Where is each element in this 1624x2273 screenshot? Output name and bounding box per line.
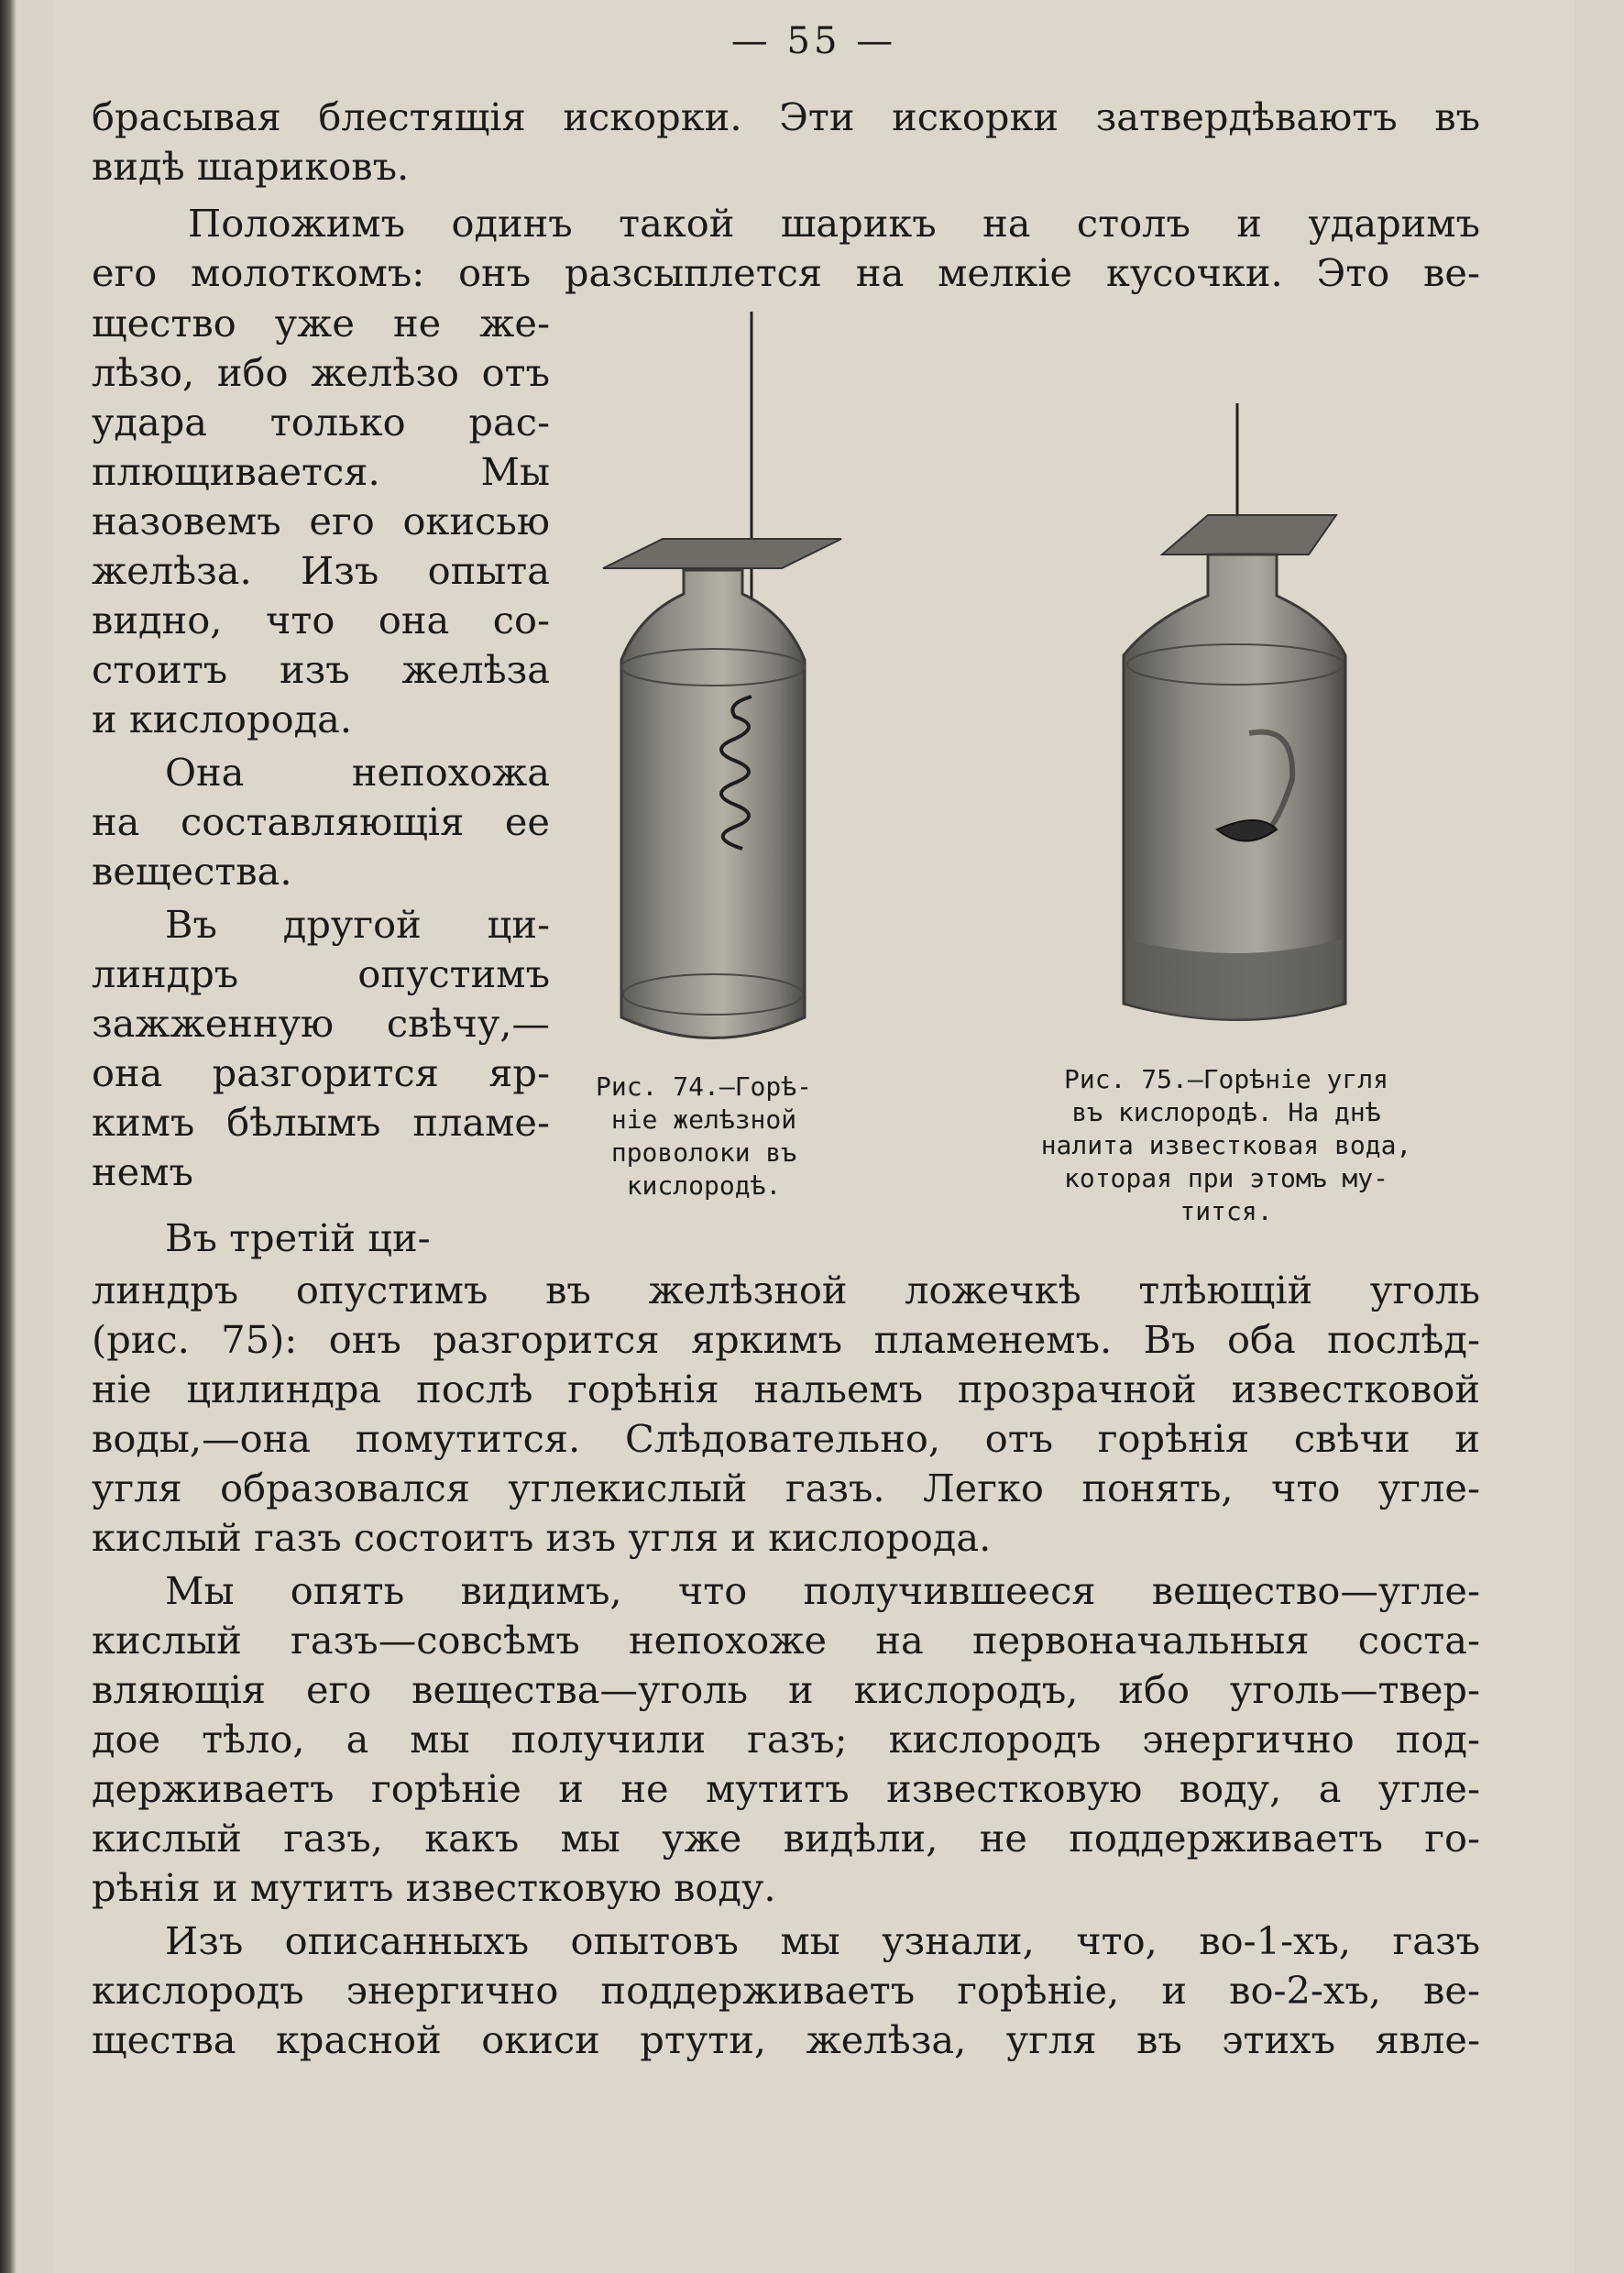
- book-spine: [0, 0, 16, 2273]
- text-line: линдръ опустимъ: [92, 951, 550, 996]
- text-line: на составляющія ее: [92, 799, 550, 844]
- text-line: плющивается. Мы: [92, 449, 550, 494]
- text-line: удара только рас-: [92, 400, 550, 445]
- text-line: кимъ бѣлымъ пламе-: [92, 1100, 550, 1145]
- text-line: и кислорода.: [92, 697, 353, 741]
- text-line: Въ третій ци-: [165, 1215, 431, 1260]
- text-line: вещества.: [92, 849, 292, 894]
- text-line: ніе цилиндра послѣ горѣнія нальемъ прозрачной известковой: [92, 1367, 1480, 1411]
- text-line: щества красной окиси ртути, желѣза, угля въ этихъ явле-: [92, 2017, 1480, 2062]
- text-line: рѣнія и мутитъ известковую воду.: [92, 1865, 776, 1910]
- book-page: [53, 0, 1575, 2273]
- text-line: брасывая блестящія искорки. Эти искорки затвердѣваютъ въ: [92, 94, 1480, 139]
- figure-74-caption: Рис. 74.—Горѣ- ніе желѣзной проволоки въ кислородѣ.: [595, 1071, 812, 1201]
- page-number: — 55 —: [730, 20, 897, 62]
- text-line: угля образовался углекислый газъ. Легко понять, что угле-: [92, 1466, 1480, 1510]
- text-line: желѣза. Изъ опыта: [92, 548, 550, 593]
- text-line: Положимъ одинъ такой шарикъ на столъ и ударимъ: [188, 201, 1480, 246]
- text-line: дое тѣло, а мы получили газъ; кислородъ энергично под-: [92, 1717, 1480, 1762]
- text-line: Изъ описанныхъ опытовъ мы узнали, что, во-1-хъ, газъ: [165, 1918, 1480, 1963]
- text-line: лѣзо, ибо желѣзо отъ: [92, 350, 550, 395]
- text-line: кислый газъ состоитъ изъ угля и кислорода.: [92, 1515, 992, 1560]
- figure-75-caption: Рис. 75.—Горѣніе угля въ кислородѣ. На днѣ налита известковая вода, которая при этомъ му- тится.: [1040, 1064, 1412, 1226]
- text-line: стоитъ изъ желѣза: [92, 647, 550, 692]
- text-line: Она непохожа: [165, 750, 550, 795]
- text-line: кислородъ энергично поддерживаетъ горѣніе, и во-2-хъ, ве-: [92, 1968, 1480, 2013]
- text-line: вляющія его вещества—уголь и кислородъ, ибо уголь—твер-: [92, 1667, 1480, 1712]
- text-line: (рис. 75): онъ разгорится яркимъ пламенемъ. Въ оба послѣд-: [92, 1317, 1480, 1362]
- text-line: видѣ шариковъ.: [92, 144, 410, 189]
- text-line: кислый газъ, какъ мы уже видѣли, не поддерживаетъ го-: [92, 1816, 1480, 1861]
- text-line: Мы опять видимъ, что получившееся вещество—угле-: [165, 1568, 1480, 1613]
- text-line: видно, что она со-: [92, 598, 550, 642]
- text-line: кислый газъ—совсѣмъ непохоже на первоначальныя соста-: [92, 1618, 1480, 1663]
- text-line: его молоткомъ: онъ разсыплется на мелкіе кусочки. Это ве-: [92, 250, 1480, 295]
- figure-75-jar-coal-spoon: [1052, 403, 1355, 1036]
- text-line: зажженную свѣчу,—: [92, 1001, 550, 1046]
- text-line: держиваетъ горѣніе и не мутитъ известковую воду, а угле-: [92, 1766, 1480, 1811]
- text-line: щество уже не же-: [92, 301, 550, 346]
- text-line: назовемъ его окисью: [92, 499, 550, 544]
- figure-74-jar-iron-wire: [566, 312, 860, 1072]
- text-line: Въ другой ци-: [165, 902, 550, 947]
- text-line: она разгорится яр-: [92, 1050, 550, 1095]
- text-line: воды,—она помутится. Слѣдовательно, отъ горѣнія свѣчи и: [92, 1416, 1480, 1461]
- text-line: немъ: [92, 1149, 193, 1194]
- text-line: линдръ опустимъ въ желѣзной ложечкѣ тлѣющій уголь: [92, 1268, 1480, 1312]
